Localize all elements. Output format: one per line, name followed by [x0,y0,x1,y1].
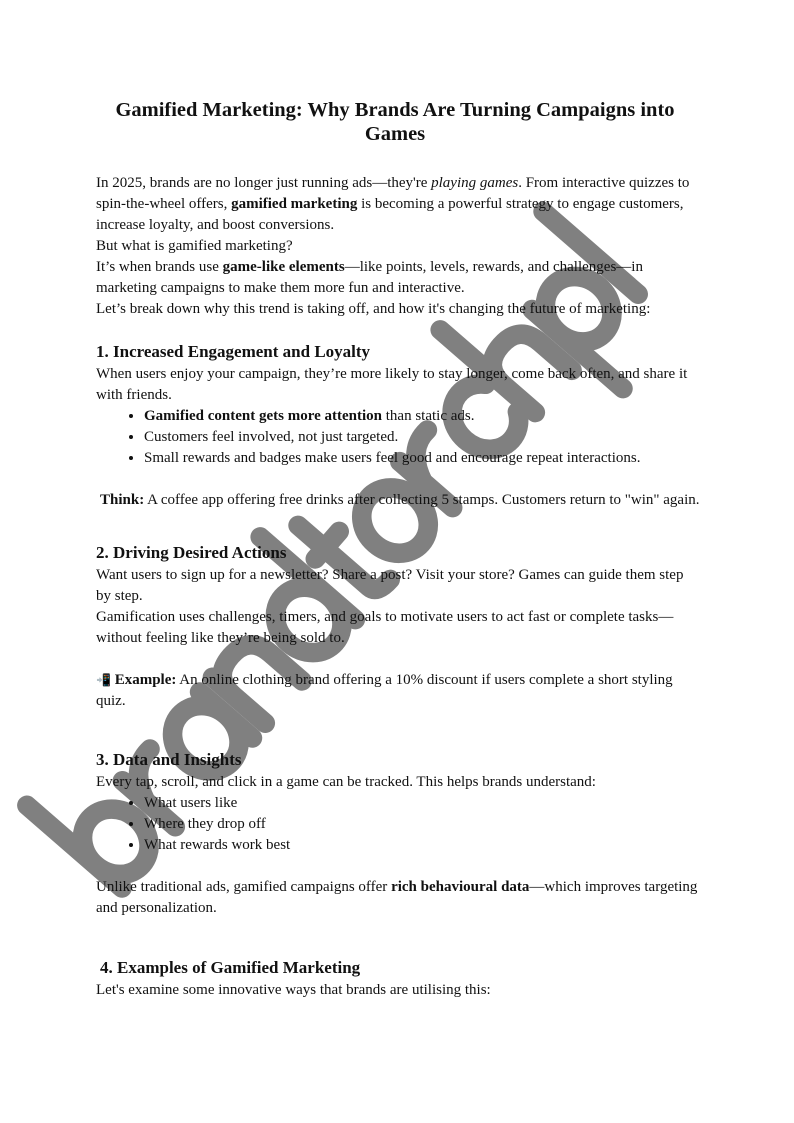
text: gamified marketing [231,196,358,212]
text: game-like elements [222,259,345,275]
text: —which improves targeting and personalization. [96,879,698,916]
paragraph [96,877,700,919]
text: A coffee app offering free drinks after collecting 5 stamps. Customers return to "win" again. [144,492,700,508]
text: Example: [114,672,177,688]
list-item: • Small rewards and badges make users feel good and encourage repeat interactions. [144,448,700,469]
intro-outro: Let’s break down why this trend is taking off, and how it's changing the future of marketing: [96,301,651,317]
intro-question: But what is gamified marketing? [96,238,293,254]
text: Gamified content gets more attention [144,408,383,424]
page-title: Gamified Marketing: Why Brands Are Turning Campaigns into Games [115,99,675,145]
text: Think: [100,492,145,508]
section-heading: 2. Driving Desired Actions [96,543,287,562]
section-3 [96,772,700,919]
intro-paragraph [96,173,700,236]
bullet-list [96,793,700,856]
example-paragraph [96,670,700,712]
text: —like points, levels, rewards, and challenges—in marketing campaigns to make them more fun and interactive. [96,259,643,296]
list-item: • What users like [144,793,700,814]
text: It’s when brands use [96,259,223,275]
text: In 2025, brands are no longer just running ads—they're [96,175,432,191]
text: Unlike traditional ads, gamified campaigns offer [96,879,392,895]
section-heading: 1. Increased Engagement and Loyalty [96,342,371,361]
text: playing games [431,175,519,191]
intro-definition [96,257,700,299]
intro [96,173,700,320]
section-1 [96,364,700,511]
text: An online clothing brand offering a 10% discount if users complete a short styling quiz. [96,672,673,709]
bullet-list [96,406,700,469]
paragraph: Gamification uses challenges, timers, and goals to motivate users to act fast or complete tasks—without feeling like they’re being sold to. [96,609,674,646]
list-item: • Where they drop off [144,814,700,835]
text: than static ads. [382,408,475,424]
paragraph: Want users to sign up for a newsletter? Share a post? Visit your store? Games can guide them step by step. [96,567,684,604]
section-heading: 4. Examples of Gamified Marketing [100,958,361,977]
think-paragraph [96,490,700,511]
list-item: • Customers feel involved, not just targeted. [144,427,700,448]
section-4 [96,980,700,1001]
text: is becoming a powerful strategy to engage customers, increase loyalty, and boost conversions. [96,196,684,233]
section-heading: 3. Data and Insights [96,750,242,769]
paragraph: When users enjoy your campaign, they’re more likely to stay longer, come back often, and share it with friends. [96,366,688,403]
paragraph: Let's examine some innovative ways that brands are utilising this: [96,982,491,998]
text: . From interactive quizzes to spin-the-wheel offers, [96,175,690,212]
section-2 [96,565,700,712]
list-item [144,406,700,427]
paragraph: Every tap, scroll, and click in a game can be tracked. This helps brands understand: [96,774,596,790]
phone-arrow-icon: 📲 [96,673,111,687]
list-item: • What rewards work best [144,835,700,856]
text: rich behavioural data [391,879,530,895]
